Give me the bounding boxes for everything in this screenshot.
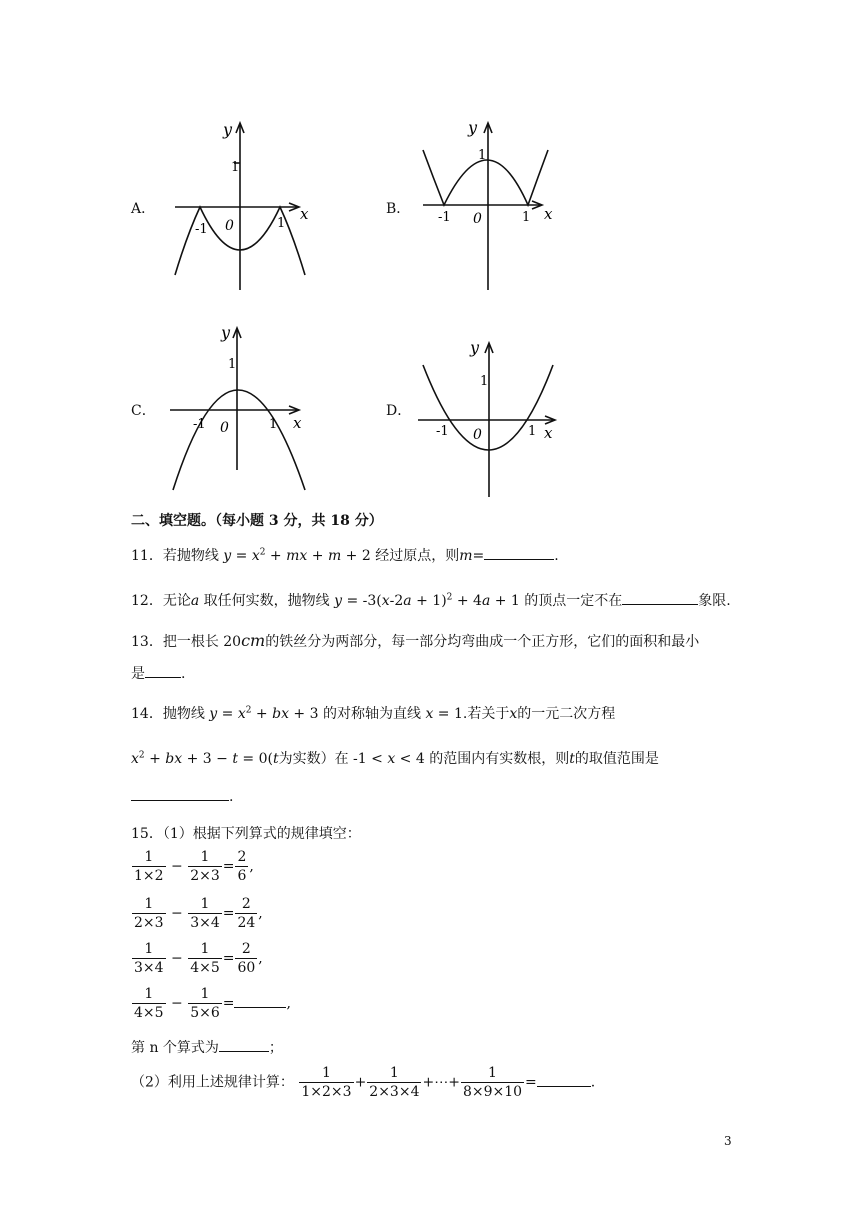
q14-text5: 为实数）在	[278, 751, 349, 767]
q15-row-2: $\frac{1}{2\times 3}$ − $\frac{1}{3\times 4}$ = $\frac{2}{24}$ ,	[134, 896, 263, 931]
q12-text2: 取任何实数，抛物线	[203, 593, 330, 609]
graph-b-negone-label: -1	[438, 210, 451, 225]
page-number: 3	[724, 1134, 732, 1148]
q15-nth-blank[interactable]	[219, 1037, 269, 1052]
q12-text3: 的顶点一定不在	[524, 593, 623, 609]
graph-d-one-label: 1	[480, 374, 489, 389]
q15-row-4: $\frac{1}{4\times 5}$ − $\frac{1}{5\times 6}$ = ,	[134, 986, 291, 1021]
graph-d-y-label: y	[470, 338, 480, 357]
graph-c-origin-label: 0	[220, 420, 229, 436]
q12-text1: 无论	[162, 593, 191, 609]
option-d-label: D．	[386, 403, 412, 419]
graph-b-y-label: y	[468, 118, 478, 137]
q11-text2: 经过原点，则	[375, 548, 460, 564]
graph-b-x-label: x	[544, 205, 553, 223]
q11-answer-blank[interactable]	[484, 545, 554, 560]
q11-end: .	[554, 548, 559, 564]
graph-d-negone-label: -1	[436, 424, 449, 439]
q15-number: 15．	[131, 826, 163, 842]
q14-answer-blank[interactable]	[131, 786, 229, 801]
q14-text2: 的对称轴为直线	[322, 706, 421, 722]
graph-c-one-label: 1	[228, 357, 237, 372]
graph-d-x-label: x	[544, 424, 553, 442]
q14-text4: 的一元二次方程	[517, 706, 616, 722]
q15-row4-blank[interactable]	[234, 993, 286, 1008]
graph-a-one-x-label: 1	[277, 216, 286, 231]
graph-a-origin-label: 0	[225, 218, 234, 234]
q13-end: .	[181, 666, 186, 682]
question-13-line2	[131, 663, 185, 685]
graph-b-one-label: 1	[478, 148, 487, 163]
graph-d-one-x-label: 1	[528, 424, 537, 439]
question-14-line3	[131, 786, 233, 808]
graph-c-y-label: y	[221, 323, 231, 342]
q15-part2-blank[interactable]	[537, 1072, 591, 1087]
graph-a-negone-label: -1	[195, 222, 208, 237]
q15-part1-text: （1）根据下列算式的规律填空：	[162, 826, 361, 842]
option-c-label: C．	[131, 403, 156, 419]
graph-d-origin-label: 0	[473, 427, 482, 443]
graph-c-x-label: x	[293, 414, 302, 432]
question-15-part1	[131, 823, 361, 845]
question-11: 11．若抛物线 $y = x^2$ + mx + m + 2 经过原点，则m= .	[131, 545, 559, 567]
q14-text1: 抛物线	[162, 706, 205, 722]
graph-d	[418, 335, 568, 500]
q12-number: 12．	[131, 593, 163, 609]
graph-a-x-label: x	[300, 205, 309, 223]
q15-nth-text: 第 n 个算式为	[131, 1040, 219, 1056]
q11-number: 11．	[131, 548, 163, 564]
q14-text6: 的范围内有实数根，则	[429, 751, 570, 767]
graph-b-origin-label: 0	[473, 211, 482, 227]
q12-answer-blank[interactable]	[622, 590, 698, 605]
q14-end: .	[229, 789, 234, 805]
q13-answer-blank[interactable]	[145, 663, 181, 678]
question-14-line1: 14．抛物线 $y = x^2$ + bx + 3 的对称轴为直线 x = 1.若关于x的一元二次方程	[131, 705, 616, 722]
question-12: 12．无论a 取任何实数，抛物线 $y = -3(x-2a + 1)^2 + 4a + 1$ 的顶点一定不在 象限.	[131, 590, 731, 612]
graph-b	[418, 115, 568, 290]
q14-text3: .若关于	[462, 706, 510, 722]
graph-a-y-label: y	[223, 120, 233, 139]
q15-nth: 第 n 个算式为 ；	[131, 1037, 283, 1059]
graph-c	[165, 320, 315, 495]
question-14-line2: $x^2$ + bx + 3 − t = 0(t为实数）在 -1 < x < 4 的范围内有实数根，则t的取值范围是	[131, 750, 659, 767]
q14-text7: 的取值范围是	[574, 751, 659, 767]
section-heading: 二、填空题。（每小题 3 分，共 18 分）	[131, 513, 383, 529]
q13-text1: 把一根长 20	[162, 634, 242, 650]
graph-a	[165, 115, 315, 290]
graph-a-one-label: 1	[231, 160, 240, 175]
q12-text4: 象限.	[698, 593, 731, 609]
q11-text1: 若抛物线	[162, 548, 219, 564]
graph-b-one-x-label: 1	[522, 210, 531, 225]
q15-row-3: $\frac{1}{3\times 4}$ − $\frac{1}{4\times 5}$ = $\frac{2}{60}$ ,	[134, 941, 263, 976]
q13-text3: 是	[131, 666, 145, 682]
question-13-line1	[131, 630, 699, 653]
q15-row-1: $\frac{1}{1\times 2}$ − $\frac{1}{2\times 3}$ = $\frac{2}{6}$ ,	[134, 849, 254, 884]
q11-eq-sign: =	[472, 548, 485, 564]
q14-number: 14．	[131, 706, 163, 722]
graph-c-negone-label: -1	[193, 417, 206, 432]
q13-number: 13．	[131, 634, 163, 650]
option-a-label: A．	[131, 201, 156, 217]
q13-unit: cm	[241, 631, 266, 650]
option-b-label: B．	[386, 201, 411, 217]
q15-part2: （2）利用上述规律计算： $\frac{1}{1\times 2\times 3}$ + $\frac{1}{2\times 3\times 4}$ +⋯+ $\frac{1}{8\times 9\times 10}$ = .	[131, 1065, 596, 1100]
q13-text2: 的铁丝分为两部分，每一部分均弯曲成一个正方形，它们的面积和最小	[265, 634, 700, 650]
graph-c-one-x-label: 1	[269, 417, 278, 432]
q11-equation: y	[223, 548, 232, 564]
q15-part2-text: （2）利用上述规律计算：	[131, 1074, 294, 1091]
